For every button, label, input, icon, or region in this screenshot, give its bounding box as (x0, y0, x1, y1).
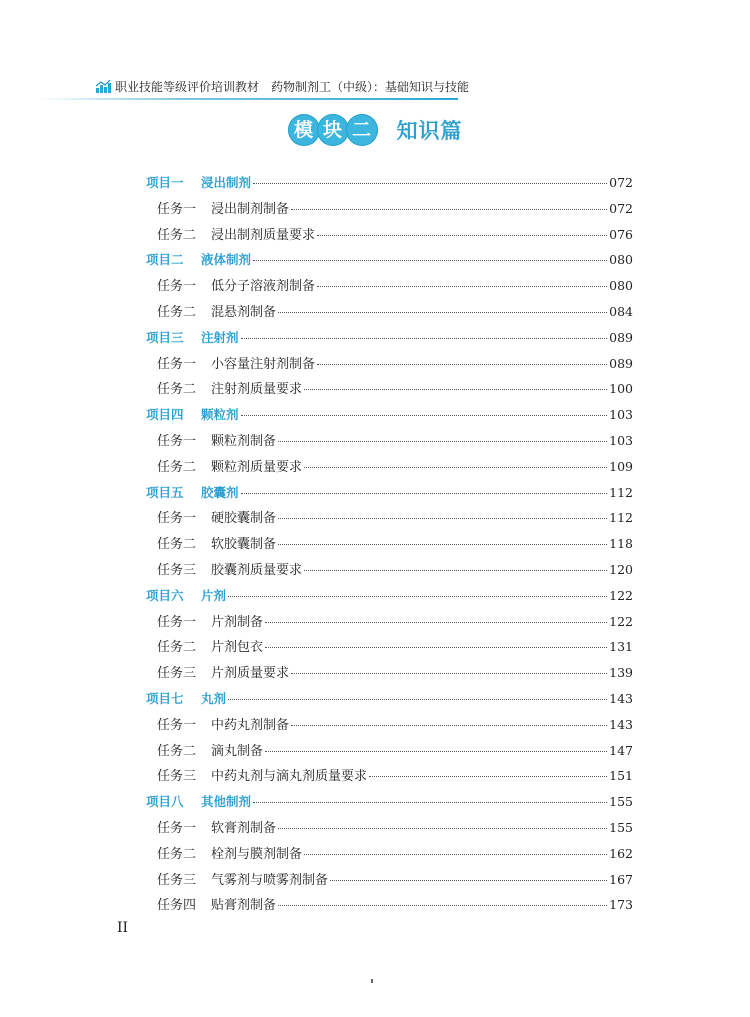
toc-entry-title: 颗粒剂制备 (211, 434, 277, 449)
toc-entry-title: 浸出制剂 (201, 175, 252, 190)
dot-leader (228, 699, 607, 700)
toc-entry-number: 任务三 (157, 872, 197, 888)
dot-leader (228, 596, 607, 597)
dot-leader (278, 905, 607, 906)
dot-leader (278, 441, 607, 442)
toc-entry-title: 注射剂质量要求 (211, 382, 303, 398)
toc-entry-title: 片剂 (201, 587, 227, 603)
dot-leader (241, 338, 608, 339)
dot-leader (330, 880, 607, 881)
toc-entry-number: 任务二 (157, 305, 197, 320)
toc-entry-page: 155 (609, 820, 633, 835)
dot-leader (265, 647, 607, 648)
toc-entry-number: 任务一 (157, 279, 197, 295)
header-rule (38, 98, 458, 100)
toc-task-row[interactable] (157, 766, 633, 786)
toc-entry-title: 浸出制剂质量要求 (211, 227, 316, 243)
toc-entry-number: 任务一 (157, 614, 197, 630)
toc-entry-page: 162 (609, 845, 633, 861)
toc-entry-number: 任务三 (157, 666, 197, 682)
toc-entry-number: 任务二 (157, 537, 197, 553)
toc-entry-page: 080 (609, 252, 633, 268)
toc-entry-page: 100 (609, 381, 633, 397)
toc-entry-page: 151 (609, 768, 633, 784)
toc-entry-title: 片剂质量要求 (211, 666, 290, 682)
toc-entry-title: 注射剂 (201, 329, 239, 345)
toc-task-row[interactable] (157, 818, 633, 838)
toc-entry-number: 任务三 (157, 769, 197, 785)
toc-task-row[interactable] (157, 457, 633, 477)
toc-project-row[interactable] (146, 328, 633, 348)
toc-entry-page: 103 (609, 407, 633, 423)
toc-entry-number: 任务二 (157, 227, 197, 243)
toc-task-row[interactable] (157, 276, 633, 296)
toc-project-row[interactable] (146, 689, 633, 709)
toc-entry-number: 项目五 (146, 484, 184, 500)
toc-task-row[interactable] (157, 637, 633, 657)
dot-leader (304, 467, 607, 468)
toc-entry-page: 072 (609, 175, 633, 190)
toc-task-row[interactable] (157, 534, 633, 554)
toc-task-row[interactable] (157, 302, 633, 322)
toc-entry-page: 143 (609, 716, 633, 732)
toc-entry-page: 109 (609, 458, 633, 474)
toc-entry-title: 液体制剂 (201, 252, 252, 268)
toc-entry-title: 丸剂 (201, 691, 227, 706)
toc-entry-page: 084 (609, 304, 633, 319)
module-title (0, 114, 750, 146)
toc-entry-title: 滴丸制备 (211, 743, 264, 759)
toc-entry-page: 103 (609, 433, 633, 448)
toc-entry-title: 其他制剂 (201, 794, 252, 810)
module-circles (288, 114, 375, 146)
dot-leader (304, 854, 607, 855)
toc-entry-number: 任务二 (157, 640, 197, 656)
toc-entry-page: 173 (609, 897, 633, 913)
toc-entry-title: 小容量注射剂制备 (211, 356, 316, 372)
dot-leader (278, 544, 607, 545)
toc-entry-number: 项目三 (146, 329, 184, 345)
toc-entry-title: 浸出制剂制备 (211, 201, 290, 217)
toc-task-row[interactable] (157, 199, 633, 219)
toc-task-row[interactable] (157, 379, 633, 399)
toc-entry-number: 项目四 (146, 407, 184, 423)
dot-leader (291, 673, 607, 674)
toc-project-row[interactable] (146, 792, 633, 812)
toc-entry-number: 任务二 (157, 459, 197, 475)
toc-entry-title: 栓剂与膜剂制备 (211, 846, 303, 862)
toc-task-row[interactable] (157, 663, 633, 683)
dot-leader (253, 183, 607, 184)
print-mark (371, 979, 373, 983)
toc-entry-number: 任务三 (157, 563, 197, 578)
dot-leader (291, 209, 607, 210)
toc-entry-number: 任务一 (157, 356, 197, 372)
toc-entry-page: 076 (609, 226, 633, 242)
toc-entry-page: 147 (609, 742, 633, 758)
toc-entry-title: 颗粒剂质量要求 (211, 459, 303, 475)
toc-project-row[interactable] (146, 586, 633, 606)
toc-entry-title: 软膏剂制备 (211, 821, 277, 836)
dot-leader (278, 312, 607, 313)
toc-entry-title: 中药丸剂与滴丸剂质量要求 (211, 769, 368, 785)
toc-entry-page: 089 (609, 329, 633, 345)
toc-entry-page: 112 (609, 484, 633, 500)
dot-leader (317, 364, 607, 365)
toc-entry-page: 120 (609, 562, 633, 577)
toc-task-row[interactable] (157, 870, 633, 890)
toc-entry-page: 143 (609, 691, 633, 706)
dot-leader (304, 389, 607, 390)
dot-leader (317, 235, 607, 236)
toc-entry-title: 软胶囊制备 (211, 537, 277, 553)
toc-entry-page: 139 (609, 665, 633, 681)
toc-entry-number: 任务一 (157, 511, 197, 527)
toc-task-row[interactable] (157, 612, 633, 632)
dot-leader (304, 570, 607, 571)
dot-leader (241, 415, 608, 416)
dot-leader (278, 828, 607, 829)
toc-entry-title: 片剂制备 (211, 614, 264, 630)
dot-leader (253, 260, 607, 261)
toc-task-row[interactable] (157, 431, 633, 451)
toc-entry-number: 任务二 (157, 743, 197, 759)
toc-entry-number: 项目七 (146, 691, 184, 706)
module-circle: 二 (346, 114, 378, 146)
toc-entry-page: 131 (609, 639, 633, 655)
toc-project-row[interactable] (146, 405, 633, 425)
toc-project-row[interactable] (146, 250, 633, 270)
toc-entry-title: 混悬剂制备 (211, 305, 277, 320)
dot-leader (369, 776, 607, 777)
toc-entry-title: 中药丸剂制备 (211, 717, 290, 733)
toc-project-row[interactable] (146, 483, 633, 503)
toc-entry-number: 项目一 (146, 175, 184, 190)
module-subtitle: 知识篇 (396, 118, 463, 143)
dot-leader (265, 622, 607, 623)
toc-entry-page: 155 (609, 794, 633, 810)
bar-chart-arrow-icon (96, 80, 111, 93)
toc-entry-number: 任务一 (157, 717, 197, 733)
toc-entry-number: 任务一 (157, 201, 197, 217)
toc-entry-page: 112 (609, 510, 633, 526)
running-header (96, 78, 469, 95)
toc-entry-page: 080 (609, 278, 633, 294)
page-number: II (117, 920, 129, 936)
dot-leader (241, 493, 608, 494)
toc-entry-title: 气雾剂与喷雾剂制备 (211, 872, 329, 888)
toc-entry-title: 颗粒剂 (201, 407, 239, 423)
toc-task-row[interactable] (157, 741, 633, 761)
dot-leader (253, 802, 607, 803)
dot-leader (291, 725, 607, 726)
toc-entry-title: 片剂包衣 (211, 640, 264, 656)
toc-entry-number: 任务二 (157, 382, 197, 398)
module-circle: 模 (288, 114, 320, 146)
toc-entry-page: 089 (609, 355, 633, 371)
toc-entry-page: 167 (609, 871, 633, 887)
dot-leader (278, 518, 607, 519)
toc-entry-number: 项目二 (146, 252, 184, 268)
toc-entry-page: 122 (609, 613, 633, 629)
header-text: 职业技能等级评价培训教材 药物制剂工（中级）：基础知识与技能 (115, 80, 470, 94)
toc-task-row[interactable] (157, 508, 633, 528)
dot-leader (317, 286, 607, 287)
toc-entry-page: 118 (609, 536, 633, 552)
toc-entry-page: 072 (609, 200, 633, 216)
toc-task-row[interactable] (157, 895, 633, 915)
toc-entry-title: 胶囊剂质量要求 (211, 563, 303, 578)
toc-task-row[interactable] (157, 844, 633, 864)
toc-entry-number: 项目八 (146, 794, 184, 810)
toc-entry-title: 硬胶囊制备 (211, 511, 277, 527)
toc-entry-number: 任务一 (157, 434, 197, 449)
module-circle: 块 (317, 114, 349, 146)
toc-entry-number: 任务二 (157, 846, 197, 862)
toc-entry-number: 项目六 (146, 587, 184, 603)
toc-task-row[interactable] (157, 354, 633, 374)
toc-entry-title: 贴膏剂制备 (211, 898, 277, 914)
toc-task-row[interactable] (157, 225, 633, 245)
toc-project-row[interactable] (146, 173, 633, 193)
toc-entry-number: 任务一 (157, 821, 197, 836)
toc-entry-page: 122 (609, 587, 633, 603)
toc-task-row[interactable] (157, 715, 633, 735)
toc-task-row[interactable] (157, 560, 633, 580)
toc-entry-number: 任务四 (157, 898, 197, 914)
dot-leader (265, 751, 607, 752)
toc-entry-title: 低分子溶液剂制备 (211, 279, 316, 295)
toc-entry-title: 胶囊剂 (201, 484, 239, 500)
